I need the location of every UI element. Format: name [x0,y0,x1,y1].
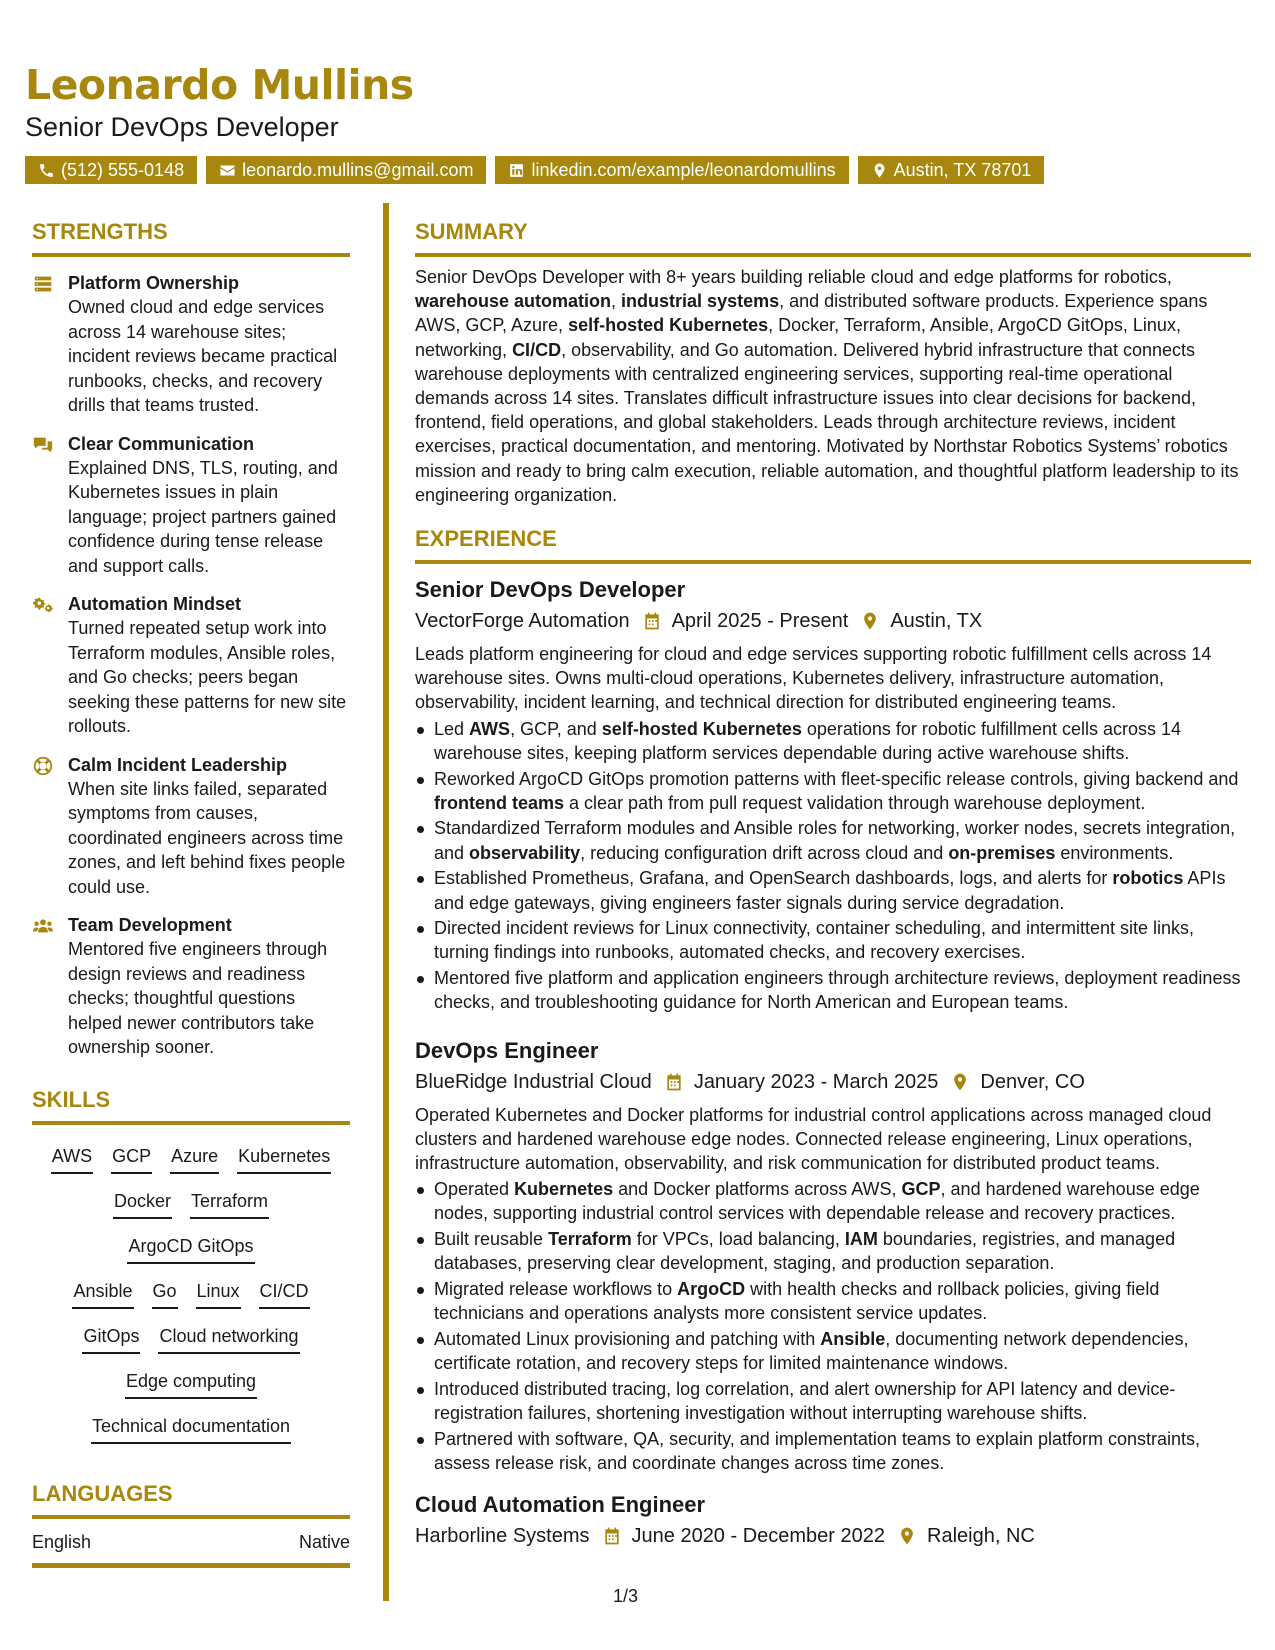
job-company: Harborline Systems [415,1525,590,1548]
job-meta [415,1067,1251,1097]
strength-item [32,592,350,739]
language-level: Native [298,1531,350,1552]
job-company: BlueRidge Industrial Cloud [415,1070,652,1093]
linkedin-icon [508,162,525,179]
strength-item [32,753,350,900]
map-pin-icon [950,1072,970,1092]
job-bullet: Directed incident reviews for Linux connectivity, container scheduling, and intermittent site links, turning findings into runbooks, automated checks, and recovery exercises. [415,916,1251,964]
strength-item [32,432,350,579]
skill-tag: GCP [111,1144,152,1174]
strength-title: Platform Ownership [68,273,240,293]
job-bullet: Operated Kubernetes and Docker platforms across AWS, GCP, and hardened warehouse edge nodes, supporting industrial control services with dependable release and recovery practices. [415,1177,1251,1225]
strength-item [32,271,350,418]
job-dates: June 2020 - December 2022 [631,1525,886,1548]
strength-desc: Turned repeated setup work into Terraform modules, Ansible roles, and Go checks; peers began seeking these patterns for new site rollouts. [68,618,347,736]
candidate-name: Leonardo Mullins [25,61,414,109]
job-meta [415,1521,1251,1551]
skills-list [32,1135,350,1450]
column-divider [383,203,389,1601]
contact-bar [25,156,1255,184]
calendar-icon [664,1072,684,1092]
job-bullet: Partnered with software, QA, security, and implementation teams to explain platform constraints, assess release risk, and coordinate changes across time zones. [415,1427,1251,1475]
strength-title: Calm Incident Leadership [68,754,288,775]
location-chip [858,156,1045,184]
team-icon [32,915,54,937]
experience-section [415,525,1251,1551]
job-bullet: Automated Linux provisioning and patching with Ansible, documenting network dependencies, certificate rotation, and recovery steps for limited maintenance windows. [415,1327,1251,1375]
strength-desc: When site links failed, separated symptoms from causes, coordinated engineers across time zones, and left behind fixes people could use. [68,778,346,897]
strength-desc: Owned cloud and edge services across 14 warehouse sites; incident reviews became practical runbooks, checks, and recovery drills that teams trusted. [68,297,338,415]
job-bullets [415,1177,1251,1475]
map-pin-icon [860,611,880,631]
job-dates: April 2025 - Present [671,610,849,633]
skills-row [32,1270,350,1315]
language-row [32,1529,350,1568]
skill-tag: GitOps [82,1324,140,1354]
job-bullet: Led AWS, GCP, and self-hosted Kubernetes operations for robotic fulfillment cells across 14 warehouse sites, keeping platform services dependable during active warehouse shifts. [415,717,1251,765]
job-bullet: Mentored five platform and application engineers through architecture reviews, deployment readiness checks, and troubleshooting guidance for North American and European teams. [415,966,1251,1014]
skill-tag: ArgoCD GitOps [127,1234,254,1264]
candidate-title: Senior DevOps Developer [25,112,339,142]
skill-tag: Linux [196,1279,241,1309]
page-number: 1/3 [613,1586,639,1606]
skill-tag: Go [152,1279,178,1309]
skill-tag: Edge computing [125,1369,257,1399]
right-column [415,218,1251,1551]
language-name: English [32,1531,92,1552]
job-meta [415,606,1251,636]
skill-tag: Terraform [190,1189,269,1219]
job-dates: January 2023 - March 2025 [693,1070,939,1093]
skills-row [32,1180,350,1270]
job-company: VectorForge Automation [415,610,630,633]
job-bullet: Established Prometheus, Grafana, and OpenSearch dashboards, logs, and alerts for robotics APIs and edge gateways, giving engineers faster signals during service degradation. [415,866,1251,914]
job-location: Denver, CO [980,1070,1085,1093]
skills-row [32,1360,350,1405]
phone-text: (512) 555-0148 [61,160,185,180]
job-location: Raleigh, NC [927,1525,1035,1548]
skill-tag: Docker [113,1189,172,1219]
skills-row [32,1405,350,1450]
job-entry [415,576,1251,1015]
strength-item [32,913,350,1060]
job-bullet: Migrated release workflows to ArgoCD with health checks and rollback policies, giving field technicians and operations analysts more consistent service updates. [415,1277,1251,1325]
languages-heading: LANGUAGES [32,1480,350,1519]
job-bullet: Built reusable Terraform for VPCs, load balancing, IAM boundaries, registries, and managed databases, preserving clear development, staging, and production separation. [415,1227,1251,1275]
left-column [32,218,350,1568]
skills-row [32,1315,350,1360]
map-pin-icon [871,162,888,179]
map-pin-icon [897,1526,917,1546]
strengths-list [32,271,350,1060]
skills-row [32,1135,350,1180]
job-role: Cloud Automation Engineer [415,1492,706,1518]
job-entry [415,1491,1251,1551]
job-location: Austin, TX [890,610,983,633]
server-icon [32,273,54,295]
skill-tag: AWS [51,1144,93,1174]
job-role: DevOps Engineer [415,1037,599,1063]
strengths-heading: STRENGTHS [32,218,350,257]
chat-icon [32,434,54,456]
job-bullets [415,717,1251,1015]
skill-tag: CI/CD [259,1279,310,1309]
linkedin-text: linkedin.com/example/leonardomullins [531,160,836,180]
job-description: Operated Kubernetes and Docker platforms for industrial control applications across managed cloud clusters and hardened warehouse edge nodes. Connected release engineering, Linux operations, infrastructure automation, observability, and risk communication for distributed product teams. [415,1104,1212,1173]
calendar-icon [642,611,662,631]
email-chip[interactable] [206,156,486,184]
email-text: leonardo.mullins@gmail.com [242,160,474,180]
phone-chip[interactable] [25,156,197,184]
envelope-icon [219,162,236,179]
resume-header [25,62,1255,184]
job-bullet: Introduced distributed tracing, log correlation, and alert ownership for API latency and device-registration failures, shortening investigation without interrupting warehouse shifts. [415,1377,1251,1425]
strength-title: Automation Mindset [68,594,241,614]
strength-title: Clear Communication [68,433,255,454]
experience-heading: EXPERIENCE [415,525,1251,564]
summary-heading: SUMMARY [415,218,1251,257]
job-description: Leads platform engineering for cloud and edge services supporting robotic fulfillment cells across 14 warehouse sites. Owns multi-cloud operations, Kubernetes delivery, infrastructure automation, observability, incident learning, and technical direction for distributed engineering teams. [415,644,1212,713]
calendar-icon [602,1526,622,1546]
job-bullet: Standardized Terraform modules and Ansible roles for networking, worker nodes, secrets integration, and observability, reducing configuration drift across cloud and on-premises environments. [415,816,1251,864]
summary-text: Senior DevOps Developer with 8+ years building reliable cloud and edge platforms for robotics, warehouse automation, industrial systems, and distributed software products. Experience spans AWS, GCP, Azure, self-hosted Kubernetes, Docker, Terraform, Ansible, ArgoCD GitOps, Linux, networking, CI/CD, observability, and Go automation. Delivered hybrid infrastructure that connects warehouse deployments with centralized engineering services, supporting real-time operational demands across 14 sites. Translates difficult infrastructure issues into clear decisions for backend, frontend, field operations, and global stakeholders. Leads through architecture reviews, incident exercises, practical documentation, and mentoring. Motivated by Northstar Robotics Systems’ robotics mission and ready to bring calm execution, reliable automation, and thoughtful platform leadership to its engineering organization. [415,267,1239,505]
location-text: Austin, TX 78701 [893,160,1032,180]
skill-tag: Cloud networking [158,1324,299,1354]
lifebuoy-icon [32,755,54,777]
job-entry [415,1037,1251,1476]
strength-title: Team Development [68,915,232,935]
job-bullet: Reworked ArgoCD GitOps promotion patterns with fleet-specific release controls, giving backend and frontend teams a clear path from pull request validation through warehouse deployment. [415,767,1251,815]
phone-icon [38,162,55,179]
languages-section [32,1480,350,1568]
gears-icon [32,594,54,616]
strength-desc: Explained DNS, TLS, routing, and Kubernetes issues in plain language; project partners gained confidence during tense release and support calls. [68,457,338,576]
skill-tag: Technical documentation [91,1414,291,1444]
skill-tag: Ansible [72,1279,133,1309]
skill-tag: Azure [170,1144,219,1174]
job-role: Senior DevOps Developer [415,577,686,603]
skills-heading: SKILLS [32,1086,350,1125]
linkedin-chip[interactable] [495,156,848,184]
skill-tag: Kubernetes [237,1144,331,1174]
strength-desc: Mentored five engineers through design reviews and readiness checks; thoughtful questions helped newer contributors take ownership sooner. [68,939,328,1057]
